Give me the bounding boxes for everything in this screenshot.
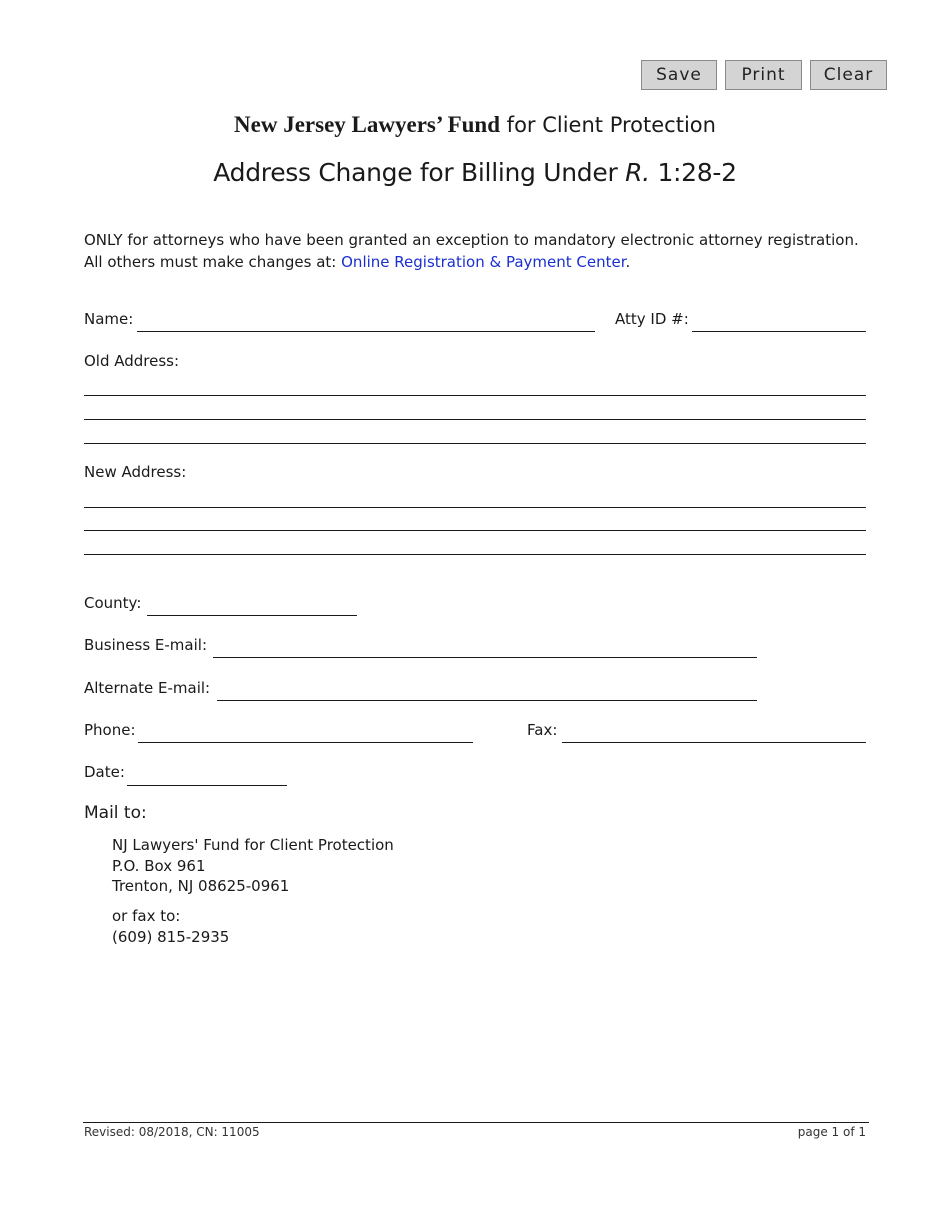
phone-label: Phone: [84, 721, 136, 739]
page-title [0, 158, 950, 187]
title-rule-letter: R. [625, 158, 650, 187]
page-number: page 1 of 1 [797, 1125, 866, 1139]
fax-info-label: or fax to: [112, 907, 181, 925]
atty-id-label: Atty ID #: [615, 310, 689, 328]
alternate-email-label: Alternate E-mail: [84, 679, 211, 697]
new-address-line-2[interactable] [84, 530, 866, 531]
new-address-line-3[interactable] [84, 554, 866, 555]
business-email-field[interactable] [213, 657, 757, 658]
revision-info: Revised: 08/2018, CN: 11005 [84, 1125, 260, 1139]
old-address-line-3[interactable] [84, 443, 866, 444]
old-address-line-1[interactable] [84, 395, 866, 396]
mailing-address-line-2: P.O. Box 961 [112, 856, 206, 875]
new-address-label: New Address: [84, 463, 187, 481]
alternate-email-field[interactable] [217, 700, 757, 701]
mail-to-heading: Mail to: [84, 803, 147, 823]
date-label: Date: [84, 763, 125, 781]
organization-name-bold: New Jersey Lawyers’ Fund [234, 112, 500, 137]
fax-info [112, 906, 229, 947]
intro-line-2 [84, 251, 859, 273]
fax-number: (609) 815-2935 [112, 927, 230, 946]
print-button[interactable]: Print [725, 60, 802, 90]
atty-id-field[interactable] [692, 331, 866, 332]
fax-field[interactable] [562, 742, 866, 743]
intro-line-2-suffix: . [625, 253, 631, 271]
business-email-label: Business E-mail: [84, 636, 207, 654]
county-field[interactable] [147, 615, 357, 616]
intro-line-2-prefix: All others must make changes at: [84, 253, 342, 271]
intro-line-1: ONLY for attorneys who have been granted an exception to mandatory electronic attorney registration. [84, 231, 859, 249]
mailing-address-line-3: Trenton, NJ 08625-0961 [112, 877, 290, 895]
save-button[interactable]: Save [641, 60, 717, 90]
footer-divider [83, 1122, 869, 1123]
phone-field[interactable] [138, 742, 473, 743]
title-prefix: Address Change for Billing Under [213, 158, 626, 187]
county-label: County: [84, 594, 142, 612]
organization-heading [0, 112, 950, 138]
intro-text [84, 229, 859, 273]
organization-name-rest: for Client Protection [500, 113, 716, 137]
online-registration-link[interactable]: Online Registration & Payment Center [341, 253, 626, 271]
old-address-label: Old Address: [84, 352, 180, 370]
fax-label: Fax: [527, 721, 558, 739]
old-address-line-2[interactable] [84, 419, 866, 420]
clear-button[interactable]: Clear [810, 60, 887, 90]
name-label: Name: [84, 310, 134, 328]
name-field[interactable] [137, 331, 595, 332]
date-field[interactable] [127, 785, 287, 786]
mailing-address-line-1: NJ Lawyers' Fund for Client Protection [112, 836, 394, 854]
title-rule-number: 1:28-2 [649, 158, 737, 187]
mailing-address [112, 835, 394, 897]
new-address-line-1[interactable] [84, 507, 866, 508]
